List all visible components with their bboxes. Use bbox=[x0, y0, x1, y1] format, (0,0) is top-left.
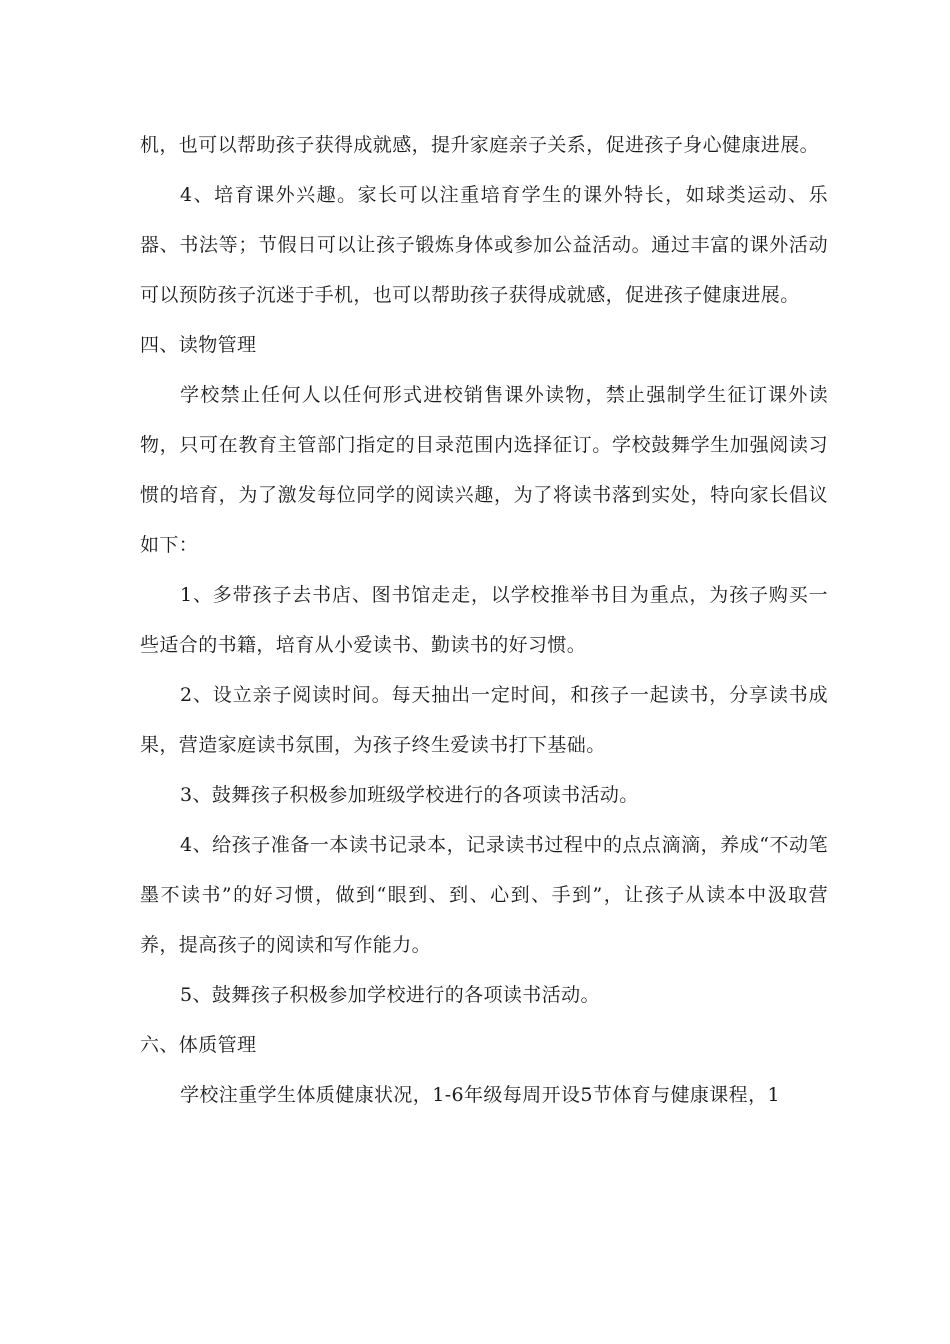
document-body bbox=[140, 120, 828, 1120]
section-heading-reading-materials: 四、读物管理 bbox=[140, 334, 257, 356]
section-heading-physical-fitness: 六、体质管理 bbox=[140, 1034, 257, 1056]
paragraph-proposal-2: 2、设立亲子阅读时间。每天抽出一定时间，和孩子一起读书，分享读书成果，营造家庭读书氛围，为孩子终生爱读书打下基础。 bbox=[140, 684, 828, 756]
paragraph-proposal-3: 3、鼓舞孩子积极参加班级学校进行的各项读书活动。 bbox=[180, 784, 639, 806]
paragraph-fitness-policy: 学校注重学生体质健康状况，1-6年级每周开设5节体育与健康课程，1 bbox=[180, 1084, 780, 1106]
paragraph-continued: 机，也可以帮助孩子获得成就感，提升家庭亲子关系，促进孩子身心健康进展。 bbox=[140, 134, 820, 156]
paragraph-proposal-1: 1、多带孩子去书店、图书馆走走，以学校推举书目为重点，为孩子购买一些适合的书籍，培育从小爱读书、勤读书的好习惯。 bbox=[140, 584, 828, 656]
paragraph-reading-policy: 学校禁止任何人以任何形式进校销售课外读物，禁止强制学生征订课外读物，只可在教育主管部门指定的目录范围内选择征订。学校鼓舞学生加强阅读习惯的培育，为了激发每位同学的阅读兴趣，为了将读书落到实处，特向家长倡议如下： bbox=[140, 384, 828, 556]
paragraph-proposal-5: 5、鼓舞孩子积极参加学校进行的各项读书活动。 bbox=[180, 984, 600, 1006]
paragraph-extracurricular-interest: 4、培育课外兴趣。家长可以注重培育学生的课外特长，如球类运动、乐器、书法等；节假日可以让孩子锻炼身体或参加公益活动。通过丰富的课外活动可以预防孩子沉迷于手机，也可以帮助孩子获得成就感，促进孩子健康进展。 bbox=[140, 184, 828, 306]
paragraph-proposal-4: 4、给孩子准备一本读书记录本，记录读书过程中的点点滴滴，养成“不动笔墨不读书”的好习惯，做到“眼到、到、心到、手到”，让孩子从读本中汲取营养，提高孩子的阅读和写作能力。 bbox=[140, 834, 828, 956]
